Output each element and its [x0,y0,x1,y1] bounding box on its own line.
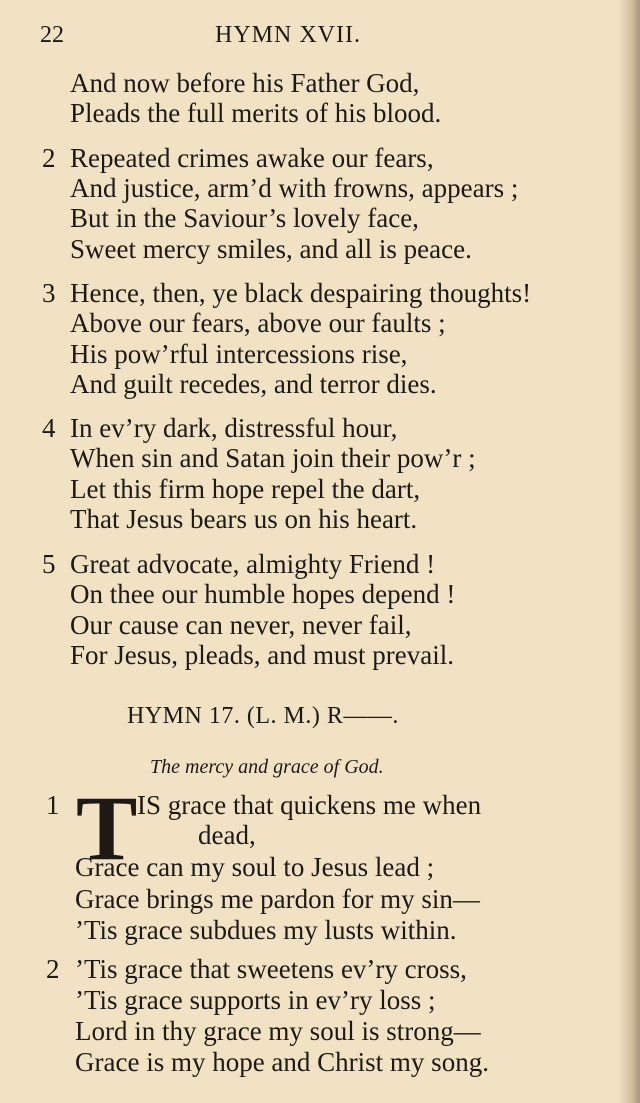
verse-line: But in the Saviour’s lovely face, [70,203,419,233]
verse-line: Above our fears, above our faults ; [70,308,446,338]
hymn-title: HYMN 17. (L. M.) R——. [127,703,399,729]
verse-line: Grace brings me pardon for my sin— [75,884,480,914]
running-title: HYMN XVII. [215,22,361,48]
verse-line: dead, [198,820,256,850]
verse-line: Great advocate, almighty Friend ! [70,549,436,579]
verse-line: Grace can my soul to Jesus lead ; [75,852,435,882]
verse-line: Pleads the full merits of his blood. [70,98,442,128]
stanza-number: 2 [42,143,56,173]
verse-line: In ev’ry dark, distressful hour, [70,413,398,443]
verse-line: And justice, arm’d with frowns, appears ; [70,173,519,203]
verse-line: Our cause can never, never fail, [70,610,412,640]
hymn-subtitle: The mercy and grace of God. [150,756,384,778]
verse-line: And guilt recedes, and terror dies. [70,369,437,399]
stanza-number: 2 [46,954,60,984]
verse-line: Grace is my hope and Christ my song. [75,1047,489,1077]
verse-line: For Jesus, pleads, and must prevail. [70,640,454,670]
verse-line: When sin and Satan join their pow’r ; [70,443,476,473]
verse-line: IS grace that quickens me when [137,790,482,820]
stanza-number: 5 [42,549,56,579]
verse-line: ’Tis grace subdues my lusts within. [75,915,457,945]
page-number: 22 [40,22,64,48]
verse-line: Hence, then, ye black despairing thoughts! [70,278,532,308]
verse-line: Repeated crimes awake our fears, [70,143,434,173]
page-header [0,22,640,56]
verse-line: His pow’rful intercessions rise, [70,339,408,369]
verse-line: On thee our humble hopes depend ! [70,579,456,609]
verse-line: That Jesus bears us on his heart. [70,504,418,534]
verse-line: Sweet mercy smiles, and all is peace. [70,234,472,264]
verse-line: Let this firm hope repel the dart, [70,474,421,504]
verse-line: And now before his Father God, [70,68,420,98]
verse-line: ’Tis grace supports in ev’ry loss ; [75,985,436,1015]
stanza-number: 4 [42,413,56,443]
stanza-number: 3 [42,278,56,308]
drop-cap: T [76,777,138,879]
verse-line: Lord in thy grace my soul is strong— [75,1016,481,1046]
verse-line: ’Tis grace that sweetens ev’ry cross, [75,954,467,984]
stanza-number: 1 [46,790,60,820]
